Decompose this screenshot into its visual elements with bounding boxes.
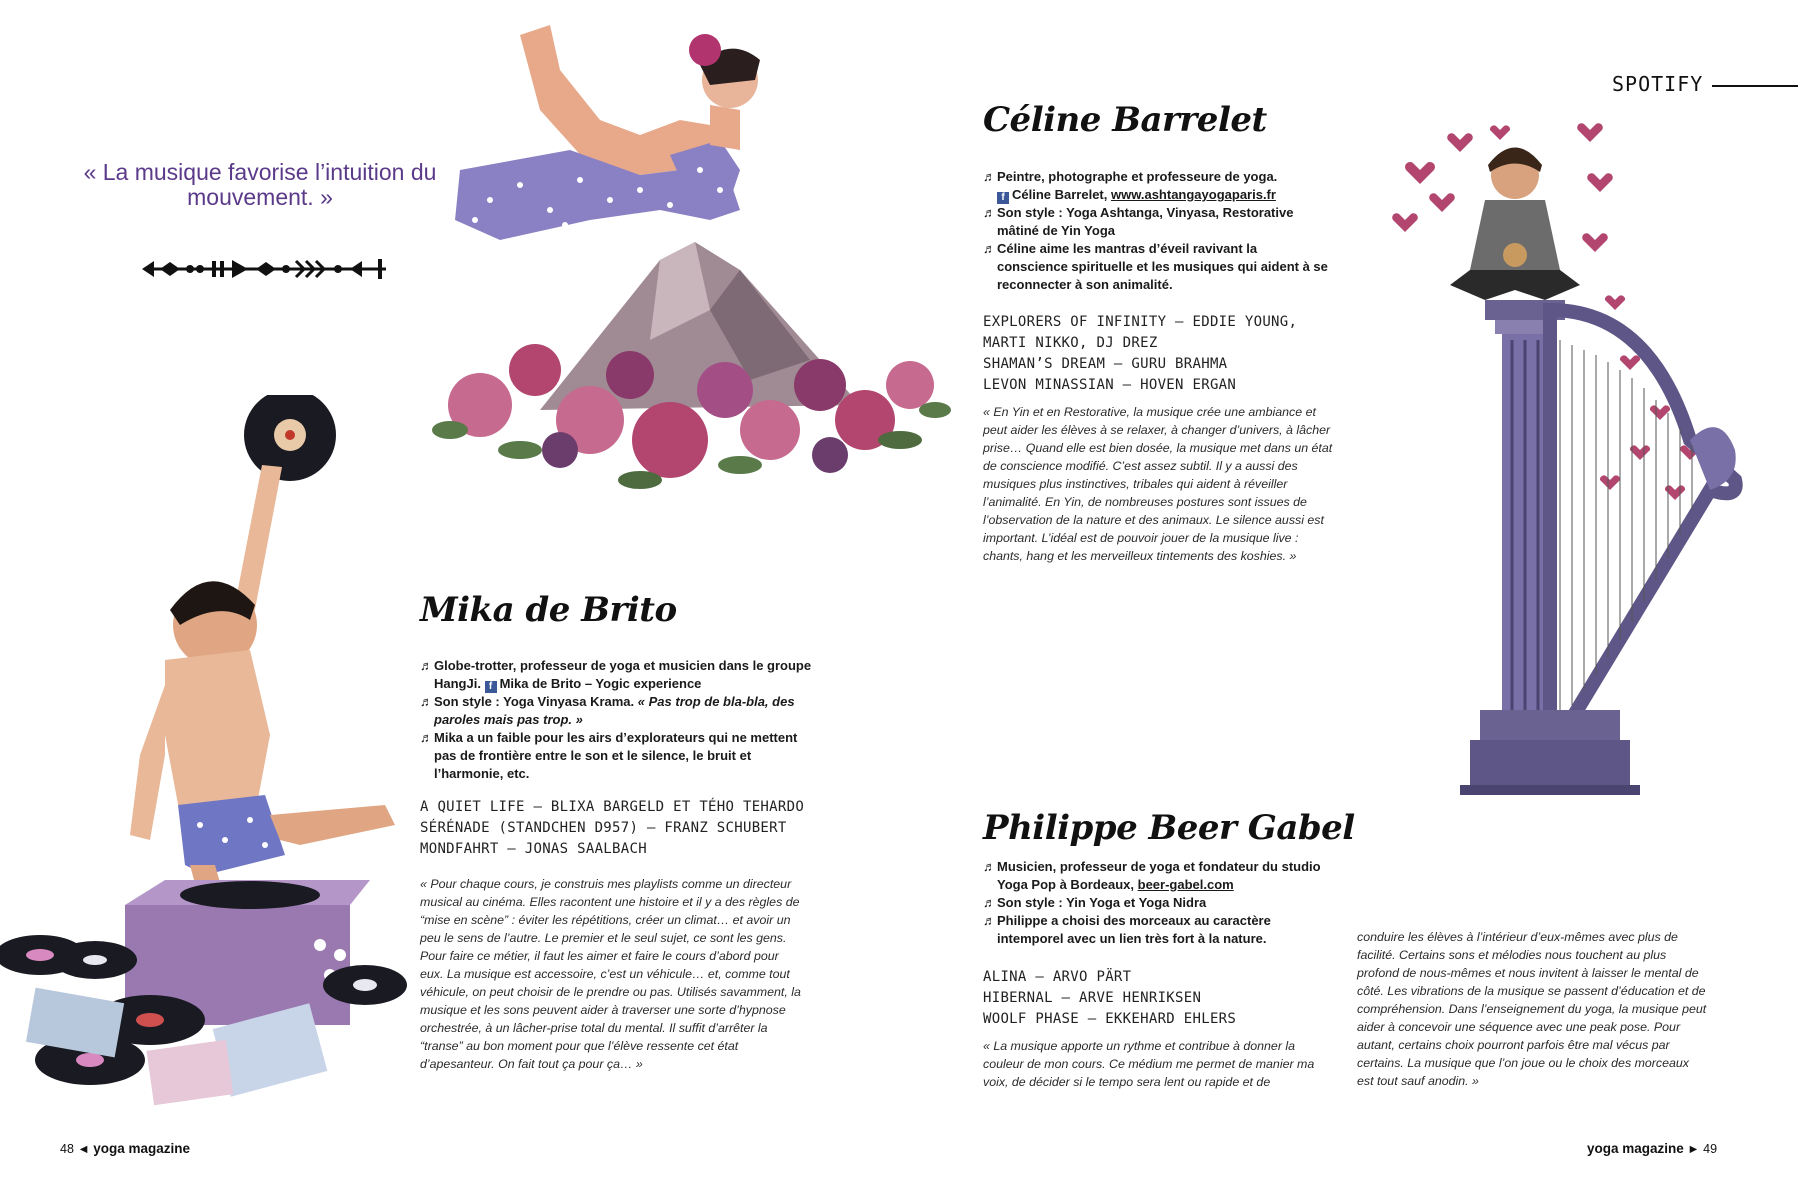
philippe-name: Philippe Beer Gabel bbox=[983, 808, 1355, 848]
celine-bullet-3: ♬ Céline aime les mantras d’éveil ravivant la conscience spirituelle et les musiques qui aident à se reconnecter à son animalité. bbox=[983, 241, 1328, 292]
folio-right bbox=[1587, 1141, 1717, 1156]
music-note-icon: ♬ bbox=[983, 913, 996, 928]
folio-left bbox=[60, 1141, 190, 1156]
harp-collage bbox=[1390, 110, 1770, 890]
music-note-icon: ♬ bbox=[420, 658, 433, 673]
music-note-icon: ♬ bbox=[983, 241, 996, 256]
philippe-quote-part2: conduire les élèves à l’intérieur d’eux-mêmes avec plus de facilité. Certains sons et mélodies nous touchent au plus profond de nous-mêmes et nous invitent à laisser le mental de côté. Les vibrations de la musique se passent d’éducation et de compréhension. Dans l’enseignement du yoga, la musique peut aider à concevoir une séquence avec une peak pose. Pour autant, certains choix pourront parfois être mal vécus par certains. La musique que l’on joue ou le choix des morceaux est tout sauf anodin. » bbox=[1357, 930, 1707, 1088]
mika-bullet-2: ♬ Son style : Yoga Vinyasa Krama. « Pas trop de bla-bla, des paroles mais pas trop. » bbox=[420, 694, 795, 727]
track-item: EXPLORERS OF INFINITY – EDDIE YOUNG, bbox=[983, 314, 1298, 330]
celine-bullet-1: ♬ Peintre, photographe et professeure de yoga. f Céline Barrelet, www.ashtangayogaparis.fr bbox=[983, 169, 1278, 203]
track-item: A QUIET LIFE – BLIXA BARGELD ET TÉHO TEHARDO bbox=[420, 799, 805, 815]
track-item: ALINA – ARVO PÄRT bbox=[983, 969, 1132, 985]
mika-collage bbox=[0, 395, 410, 1115]
track-item: SHAMAN’S DREAM – GURU BRAHMA bbox=[983, 356, 1228, 372]
philippe-tracklist bbox=[983, 967, 1343, 1030]
celine-site-link[interactable]: www.ashtangayogaparis.fr bbox=[1111, 187, 1276, 202]
pull-quote: « La musique favorise l’intuition du mouvement. » bbox=[83, 159, 437, 210]
track-item: HIBERNAL – ARVE HENRIKSEN bbox=[983, 990, 1202, 1006]
facebook-icon: f bbox=[485, 681, 497, 693]
celine-bullet-2: ♬ Son style : Yoga Ashtanga, Vinyasa, Restorative mâtiné de Yin Yoga bbox=[983, 205, 1294, 238]
philippe-bullet-3: ♬ Philippe a choisi des morceaux au caractère intemporel avec un lien très fort à la nature. bbox=[983, 913, 1271, 946]
section-rule bbox=[1712, 85, 1798, 87]
page-number-right: 49 bbox=[1703, 1142, 1718, 1156]
music-note-icon: ♬ bbox=[983, 169, 996, 184]
music-note-icon: ♬ bbox=[983, 895, 996, 910]
philippe-bio bbox=[983, 858, 1323, 948]
mika-bullet-1: ♬ Globe-trotter, professeur de yoga et musicien dans le groupe HangJi. f Mika de Brito – Yogic experience bbox=[420, 658, 812, 692]
celine-quote: « En Yin et en Restorative, la musique crée une ambiance et peut aider les élèves à se relaxer, à changer d’univers, à lâcher prise… Quand elle est bien dosée, la musique met dans un état de conscience modifié. C’est assez subtil. Il y a aussi des musiques plus instinctives, tribales qui aident à réveiller l’animalité. En Yin, de nombreuses postures sont issues de l’observation de la nature et des animaux. Le silence aussi est important. L’idéal est de pouvoir jouer de la musique live : chants, hang et les merveilleux tintements des koshies. » bbox=[983, 405, 1333, 563]
arrow-ornament-icon bbox=[140, 256, 390, 282]
philippe-bullet-2: ♬ Son style : Yin Yoga et Yoga Nidra bbox=[983, 895, 1207, 910]
mika-tracklist bbox=[420, 797, 830, 860]
mika-quote: « Pour chaque cours, je construis mes playlists comme un directeur musical au cinéma. Elles racontent une histoire et il y a des règles de “mise en scène” : éviter les répétitions, créer un climat… et avoir un peu le sens de l’autre. Le premier et le seul sujet, ce sont les gens. Pour faire ce métier, il faut les aimer et faire le cours d’abord pour eux. La musique est accessoire, c’est un véhicule… et, comme tout véhicule, on peut choisir de le prendre ou pas. Utilisés savamment, la musique et les sons peuvent aider à traverser une sorte d’hypnose orchestrée, à un lâcher-prise total du mental. Il suffit d’arrêter la “transe” au bon moment pour que l’élève ressente cet état d’apesanteur. On fait tout ça pour ça… » bbox=[420, 877, 801, 1071]
philippe-site-link[interactable]: beer-gabel.com bbox=[1137, 877, 1234, 892]
facebook-icon: f bbox=[997, 192, 1009, 204]
philippe-quote-part1: « La musique apporte un rythme et contribue à donner la couleur de mon cours. Ce médium me permet de manier ma voix, de décider si le tempo sera lent ou rapide et de bbox=[983, 1039, 1315, 1089]
mika-bio bbox=[420, 657, 820, 783]
arrow-left-icon: ◄ bbox=[77, 1142, 90, 1156]
arrow-right-icon: ► bbox=[1687, 1142, 1700, 1156]
track-item: WOOLF PHASE – EKKEHARD EHLERS bbox=[983, 1011, 1237, 1027]
mika-name: Mika de Brito bbox=[420, 590, 677, 630]
music-note-icon: ♬ bbox=[983, 859, 996, 874]
celine-bio bbox=[983, 168, 1328, 294]
music-note-icon: ♬ bbox=[983, 205, 996, 220]
track-item: MARTI NIKKO, DJ DREZ bbox=[983, 335, 1158, 351]
music-note-icon: ♬ bbox=[420, 694, 433, 709]
page-number-left: 48 bbox=[60, 1142, 74, 1156]
track-item: MONDFAHRT – JONAS SAALBACH bbox=[420, 841, 647, 857]
track-item: SÉRÉNADE (STANDCHEN D957) – FRANZ SCHUBERT bbox=[420, 820, 787, 836]
philippe-bullet-1: ♬ Musicien, professeur de yoga et fondateur du studio Yoga Pop à Bordeaux, beer-gabel.com bbox=[983, 859, 1321, 892]
celine-tracklist bbox=[983, 312, 1343, 396]
section-tag: SPOTIFY bbox=[1612, 72, 1704, 96]
celine-name: Céline Barrelet bbox=[983, 100, 1267, 140]
magazine-name-left: yoga magazine bbox=[93, 1141, 191, 1156]
track-item: LEVON MINASSIAN – HOVEN ERGAN bbox=[983, 377, 1237, 393]
yoga-pose-collage bbox=[410, 10, 965, 565]
music-note-icon: ♬ bbox=[420, 730, 433, 745]
mika-bullet-3: ♬ Mika a un faible pour les airs d’explorateurs qui ne mettent pas de frontière entre le son et le silence, le bruit et l’harmonie, etc. bbox=[420, 730, 798, 781]
magazine-name-right: yoga magazine bbox=[1587, 1141, 1684, 1156]
